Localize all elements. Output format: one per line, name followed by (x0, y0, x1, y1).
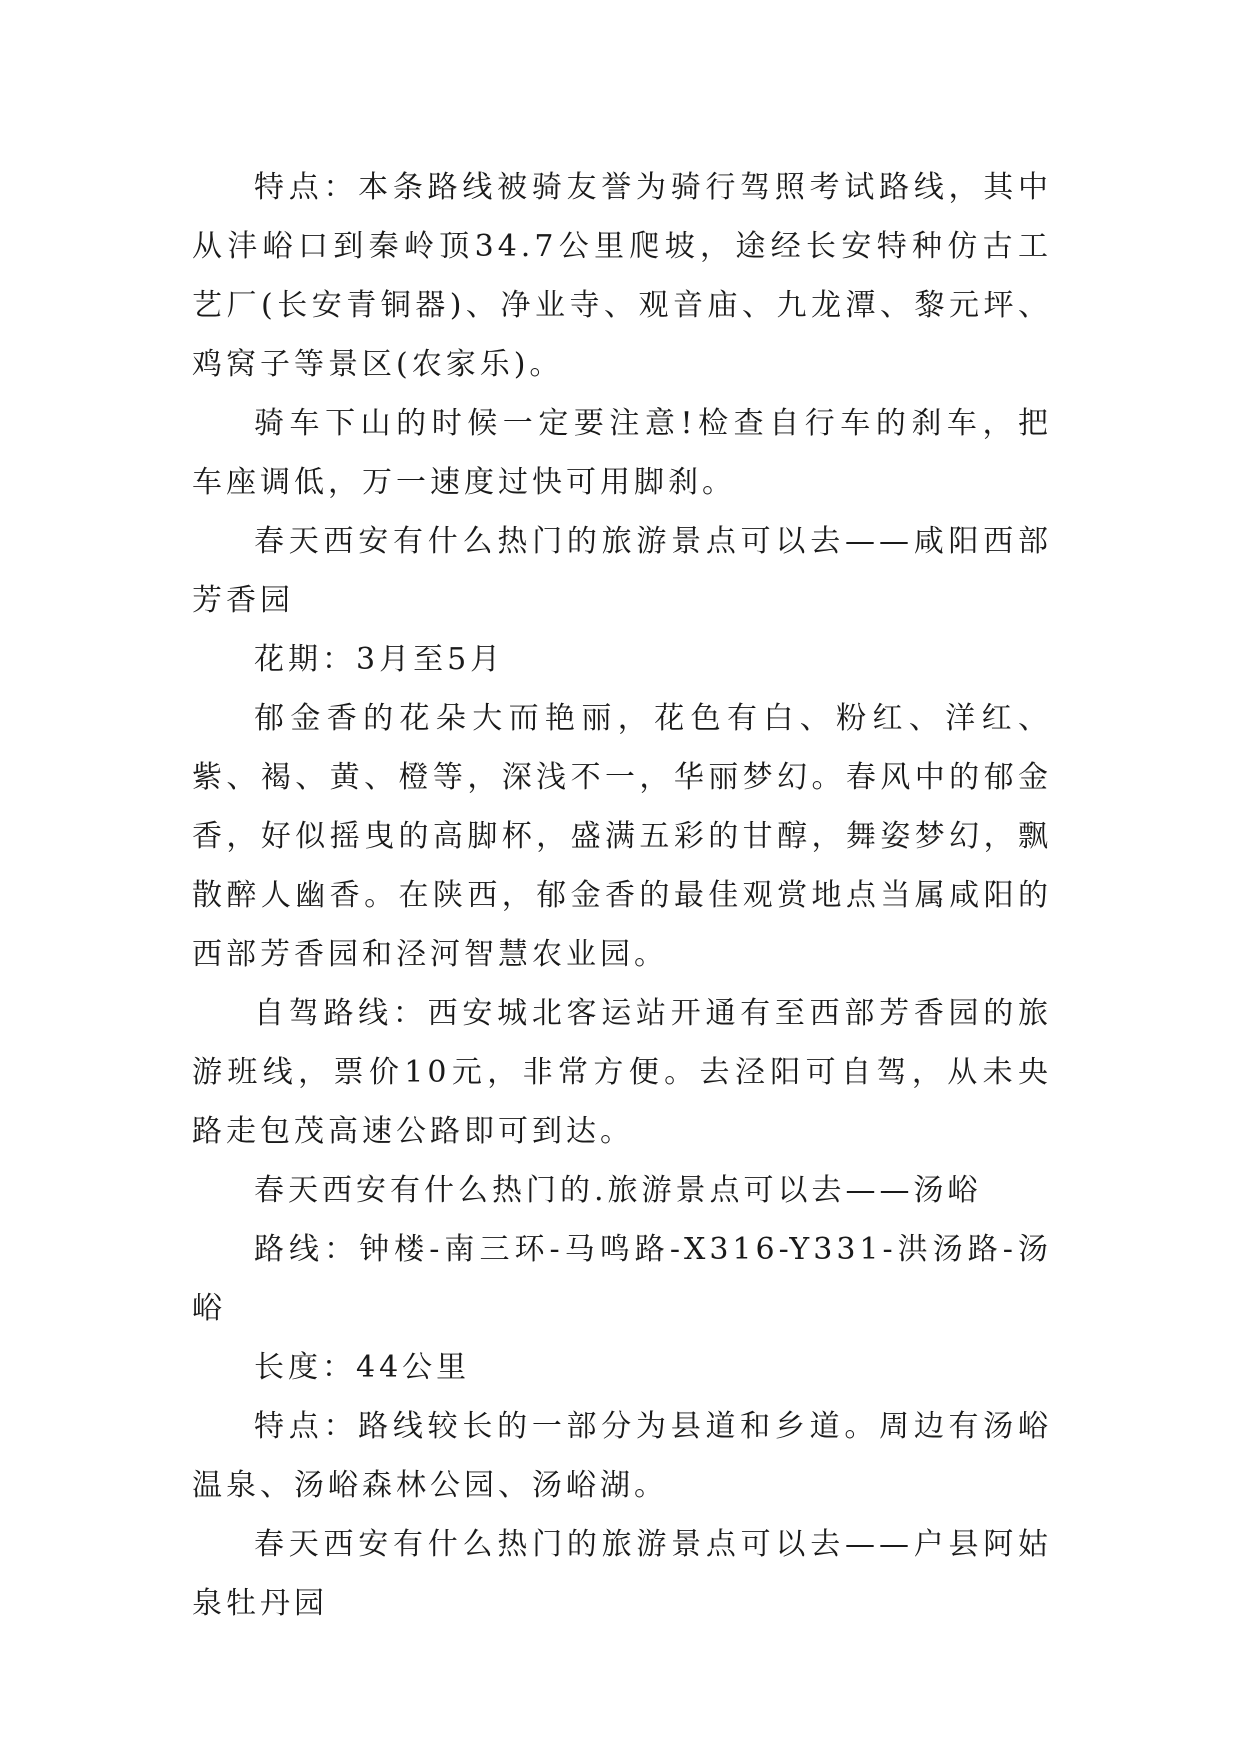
paragraph-tangyu-length: 长度：44公里 (254, 1350, 471, 1385)
paragraph-driving-route: 自驾路线：西安城北客运站开通有至西部芳香园的旅游班线，票价10元，非常方便。去泾阳可自驾，从未央路走包茂高速公路即可到达。 (192, 996, 1052, 1149)
document-body (192, 158, 1052, 1633)
paragraph-downhill-safety: 骑车下山的时候一定要注意!检查自行车的刹车，把车座调低，万一速度过快可用脚刹。 (192, 406, 1052, 500)
paragraph-tulip-description: 郁金香的花朵大而艳丽，花色有白、粉红、洋红、紫、褐、黄、橙等，深浅不一，华丽梦幻。春风中的郁金香，好似摇曳的高脚杯，盛满五彩的甘醇，舞姿梦幻，飘散醉人幽香。在陕西，郁金香的最佳观赏地点当属咸阳的西部芳香园和泾河智慧农业园。 (192, 701, 1052, 972)
paragraph-flowering-period: 花期：3月至5月 (254, 642, 505, 677)
paragraph-tangyu-features: 特点：路线较长的一部分为县道和乡道。周边有汤峪温泉、汤峪森林公园、汤峪湖。 (192, 1409, 1052, 1503)
heading-xianyang-fragrance-garden: 春天西安有什么热门的旅游景点可以去——咸阳西部芳香园 (192, 524, 1052, 618)
paragraph-tangyu-route: 路线：钟楼-南三环-马鸣路-X316-Y331-洪汤路-汤峪 (192, 1232, 1052, 1326)
heading-huxian-peony-garden: 春天西安有什么热门的旅游景点可以去——户县阿姑泉牡丹园 (192, 1527, 1052, 1621)
heading-tangyu: 春天西安有什么热门的.旅游景点可以去——汤峪 (254, 1173, 982, 1208)
paragraph-route-features: 特点：本条路线被骑友誉为骑行驾照考试路线，其中从沣峪口到秦岭顶34.7公里爬坡，途经长安特种仿古工艺厂(长安青铜器)、净业寺、观音庙、九龙潭、黎元坪、鸡窝子等景区(农家乐)。 (192, 170, 1052, 382)
